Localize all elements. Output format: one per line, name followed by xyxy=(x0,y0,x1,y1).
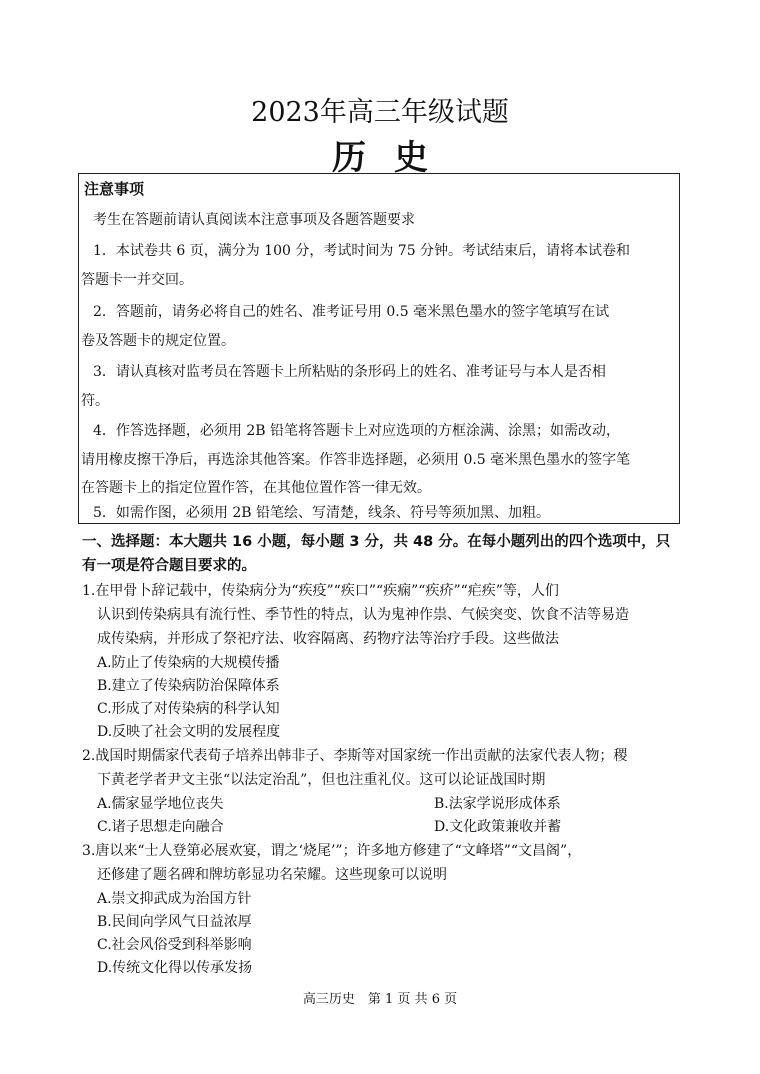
question-1-text: 成传染病，并形成了祭祀疗法、收容隔离、药物疗法等治疗手段。这些做法 xyxy=(97,631,559,647)
subject-title: 历史 xyxy=(332,138,456,178)
question-1-option-b: B.建立了传染病防治保障体系 xyxy=(97,678,280,694)
notice-line: 在答题卡上的指定位置作答，在其他位置作答一律无效。 xyxy=(81,480,431,496)
question-2-option-b: B.法家学说形成体系 xyxy=(434,796,561,812)
notice-line: 请用橡皮擦干净后，再选涂其他答案。作答非选择题，必须用 0.5 毫米黑色墨水的签字笔 xyxy=(81,452,631,468)
question-1-option-c: C.形成了对传染病的科学认知 xyxy=(97,701,280,717)
section-heading-line-2: 有一项是符合题目要求的。 xyxy=(82,558,256,574)
notice-line: 3．请认真核对监考员在答题卡上所粘贴的条形码上的姓名、准考证号与本人是否相 xyxy=(93,364,606,380)
question-2-text: 2.战国时期儒家代表荀子培养出韩非子、李斯等对国家统一作出贡献的法家代表人物；稷 xyxy=(82,748,628,764)
section-heading-line-1: 一、选择题：本大题共 16 小题，每小题 3 分，共 48 分。在每小题列出的四个选项中，只 xyxy=(82,534,671,550)
question-2-option-d: D.文化政策兼收并蓄 xyxy=(434,819,562,835)
question-1-text: 1.在甲骨卜辞记载中，传染病分为“疾疫”“疾口”“疾痫”“疾疥”“疟疾”等，人们 xyxy=(82,583,559,599)
question-1-text: 认识到传染病具有流行性、季节性的特点，认为鬼神作祟、气候突变、饮食不洁等易造 xyxy=(97,607,629,623)
question-2-text: 下黄老学者尹文主张“以法定治乱”，但也注重礼仪。这可以论证战国时期 xyxy=(97,772,546,788)
question-3-option-d: D.传统文化得以传承发扬 xyxy=(97,960,253,976)
notice-title: 注意事项 xyxy=(84,180,145,198)
notice-line: 答题卡一并交回。 xyxy=(81,272,193,288)
notice-line: 符。 xyxy=(81,393,109,409)
question-3-text: 还修建了题名碑和牌坊彰显功名荣耀。这些现象可以说明 xyxy=(97,867,447,883)
question-3-option-a: A.崇文抑武成为治国方针 xyxy=(97,891,252,907)
question-2-option-c: C.诸子思想走向融合 xyxy=(97,819,224,835)
notice-line: 4．作答选择题，必须用 2B 铅笔将答题卡上对应选项的方框涂满、涂黑；如需改动， xyxy=(93,423,621,439)
question-1-option-a: A.防止了传染病的大规模传播 xyxy=(97,655,280,671)
question-2-option-a: A.儒家显学地位丧失 xyxy=(97,796,224,812)
notice-line: 1．本试卷共 6 页，满分为 100 分，考试时间为 75 分钟。考试结束后，请将本试卷和 xyxy=(93,243,631,259)
question-3-option-b: B.民间向学风气日益浓厚 xyxy=(97,914,252,930)
question-3-text: 3.唐以来“士人登第必展欢宴，谓之‘烧尾’”；许多地方修建了“文峰塔”“文昌阁”， xyxy=(82,843,582,859)
notice-line: 考生在答题前请认真阅读本注意事项及各题答题要求 xyxy=(93,212,415,228)
notice-line: 2．答题前，请务必将自己的姓名、准考证号用 0.5 毫米黑色墨水的签字笔填写在试 xyxy=(93,304,610,320)
notice-box xyxy=(78,173,680,524)
notice-line: 5．如需作图，必须用 2B 铅笔绘、写清楚，线条、符号等须加黑、加粗。 xyxy=(93,505,551,521)
notice-line: 卷及答题卡的规定位置。 xyxy=(81,333,235,349)
exam-title: 2023年高三年级试题 xyxy=(251,97,509,128)
page-footer: 高三历史 第 1 页 共 6 页 xyxy=(302,992,458,1007)
question-1-option-d: D.反映了社会文明的发展程度 xyxy=(97,724,281,740)
question-3-option-c: C.社会风俗受到科举影响 xyxy=(97,937,252,953)
